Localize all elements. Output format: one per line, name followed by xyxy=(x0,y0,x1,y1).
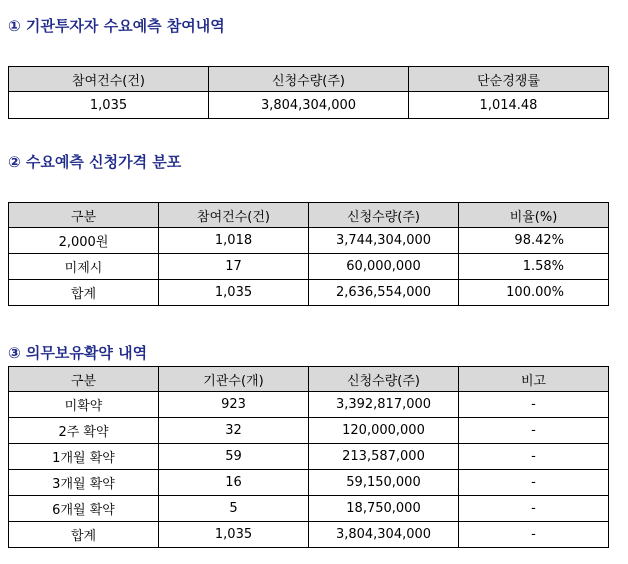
section1-title: ① 기관투자자 수요예측 참여내역 xyxy=(8,17,225,35)
col-header: 비고 xyxy=(459,367,609,392)
table-row xyxy=(9,254,609,280)
section3-title: ③ 의무보유확약 내역 xyxy=(8,344,148,362)
table-cell: - xyxy=(459,522,609,548)
table-cell: 59 xyxy=(159,444,309,470)
col-header: 구분 xyxy=(9,203,159,228)
lockup-table xyxy=(8,366,609,548)
table-cell: 합계 xyxy=(9,280,159,306)
table-cell: 1개월 확약 xyxy=(9,444,159,470)
col-header: 기관수(개) xyxy=(159,367,309,392)
table-cell: 1,035 xyxy=(159,280,309,306)
table-cell: 합계 xyxy=(9,522,159,548)
table-row xyxy=(9,418,609,444)
col-header: 구분 xyxy=(9,367,159,392)
table-row xyxy=(9,280,609,306)
table-row xyxy=(9,496,609,522)
col-header: 신청수량(주) xyxy=(209,67,409,92)
table-cell: - xyxy=(459,496,609,522)
table-cell: 923 xyxy=(159,392,309,418)
price-distribution-table xyxy=(8,202,609,306)
table-cell: - xyxy=(459,392,609,418)
table-cell: 1,035 xyxy=(9,92,209,119)
table-cell: 213,587,000 xyxy=(309,444,459,470)
col-header: 참여건수(건) xyxy=(9,67,209,92)
table-cell: 16 xyxy=(159,470,309,496)
table-cell: 1.58% xyxy=(459,254,609,280)
table-cell: 32 xyxy=(159,418,309,444)
table-cell: 100.00% xyxy=(459,280,609,306)
table-row xyxy=(9,444,609,470)
table-row xyxy=(9,92,609,119)
table-cell: 3개월 확약 xyxy=(9,470,159,496)
table-cell: 1,035 xyxy=(159,522,309,548)
table-cell: 3,804,304,000 xyxy=(209,92,409,119)
table-header-row xyxy=(9,67,609,92)
table-header-row xyxy=(9,367,609,392)
table-cell: 18,750,000 xyxy=(309,496,459,522)
table-cell: 3,744,304,000 xyxy=(309,228,459,254)
table-cell: 1,018 xyxy=(159,228,309,254)
table-row xyxy=(9,228,609,254)
col-header: 단순경쟁률 xyxy=(409,67,609,92)
table-cell: - xyxy=(459,418,609,444)
col-header: 참여건수(건) xyxy=(159,203,309,228)
table-cell: 미제시 xyxy=(9,254,159,280)
table-cell: 3,392,817,000 xyxy=(309,392,459,418)
table-row xyxy=(9,522,609,548)
table-cell: 5 xyxy=(159,496,309,522)
participation-table xyxy=(8,66,609,119)
table-cell: 1,014.48 xyxy=(409,92,609,119)
table-cell: 60,000,000 xyxy=(309,254,459,280)
col-header: 신청수량(주) xyxy=(309,203,459,228)
table-cell: 98.42% xyxy=(459,228,609,254)
table-cell: 미확약 xyxy=(9,392,159,418)
section2-title: ② 수요예측 신청가격 분포 xyxy=(8,153,182,171)
table-cell: 2주 확약 xyxy=(9,418,159,444)
table-cell: - xyxy=(459,444,609,470)
col-header: 신청수량(주) xyxy=(309,367,459,392)
table-cell: 120,000,000 xyxy=(309,418,459,444)
col-header: 비율(%) xyxy=(459,203,609,228)
table-row xyxy=(9,470,609,496)
table-row xyxy=(9,392,609,418)
table-cell: - xyxy=(459,470,609,496)
table-cell: 2,636,554,000 xyxy=(309,280,459,306)
table-cell: 59,150,000 xyxy=(309,470,459,496)
table-cell: 6개월 확약 xyxy=(9,496,159,522)
table-header-row xyxy=(9,203,609,228)
table-cell: 17 xyxy=(159,254,309,280)
table-cell: 3,804,304,000 xyxy=(309,522,459,548)
table-cell: 2,000원 xyxy=(9,228,159,254)
